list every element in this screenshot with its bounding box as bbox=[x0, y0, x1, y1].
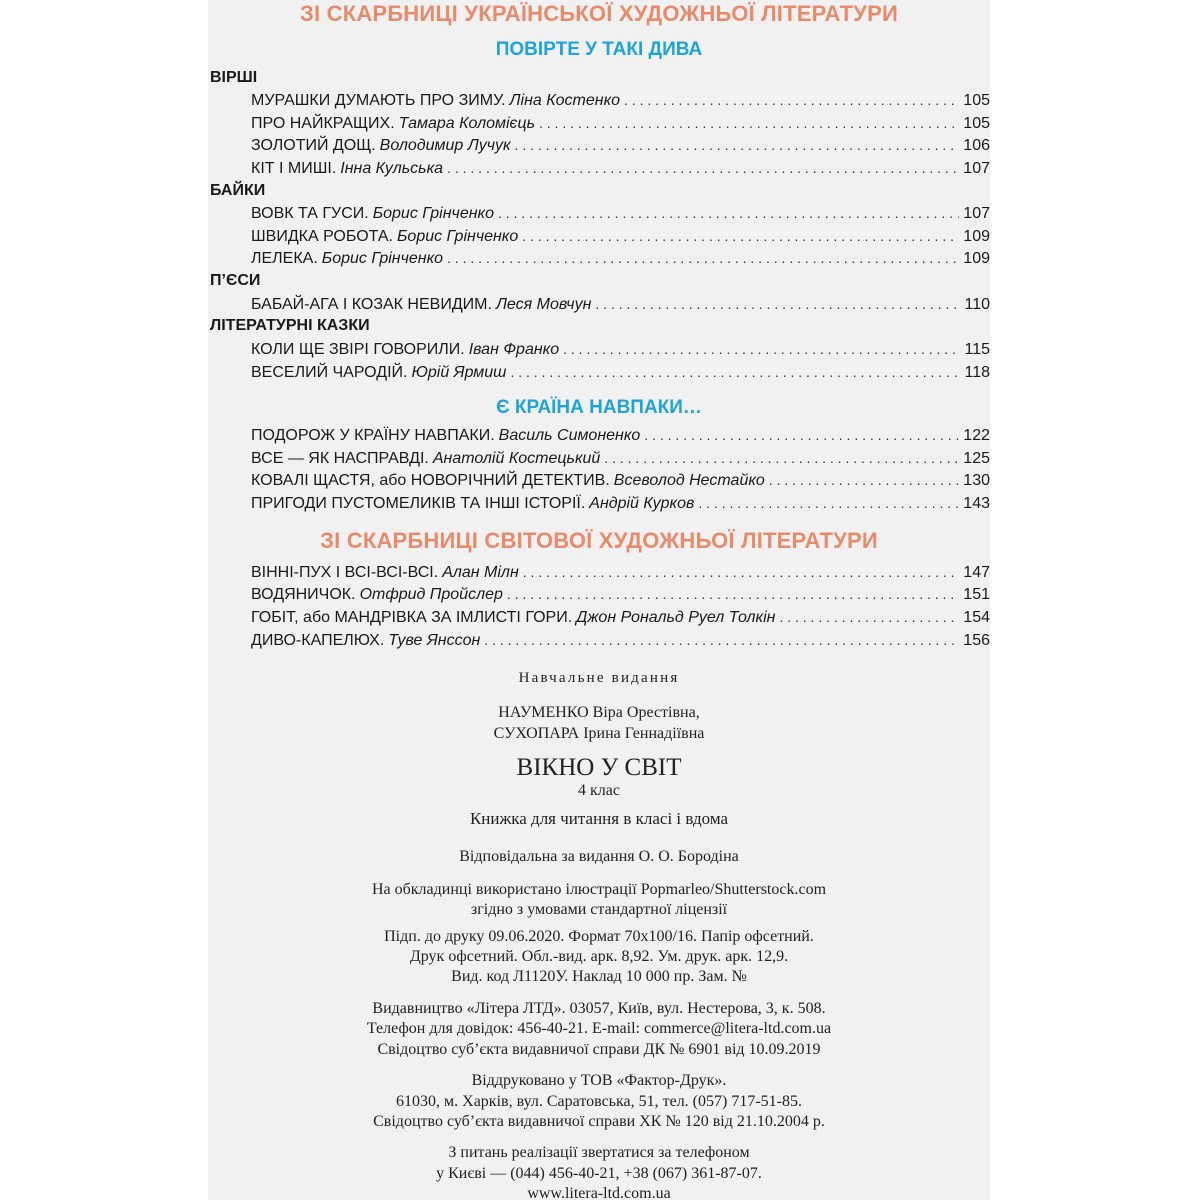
publisher-info-2: Телефон для довідок: 456-40-21. E-mail: commerce@litera-ltd.com.ua bbox=[366, 1020, 832, 1037]
toc-entry[interactable] bbox=[251, 247, 990, 269]
toc-entry[interactable] bbox=[251, 112, 990, 134]
toc-entry[interactable] bbox=[251, 447, 990, 469]
toc-author: Туве Янссон bbox=[388, 632, 481, 649]
toc-page: 122 bbox=[963, 427, 990, 444]
cover-credit-1: На обкладинці використано ілюстрації Popmarleo/Shutterstock.com bbox=[371, 881, 827, 898]
toc-page: 110 bbox=[964, 296, 990, 313]
toc-author: Отфрид Пройслер bbox=[359, 586, 503, 603]
website[interactable]: www.litera-ltd.com.ua bbox=[527, 1185, 671, 1200]
toc-entry[interactable] bbox=[251, 202, 990, 224]
toc-page: 151 bbox=[963, 586, 990, 603]
toc-page: 156 bbox=[963, 632, 990, 649]
toc-title: КОЛИ ЩЕ ЗВІРІ ГОВОРИЛИ. bbox=[251, 341, 465, 358]
toc-title: ДИВО-КАПЕЛЮХ. bbox=[251, 632, 385, 649]
toc-page: 143 bbox=[963, 495, 990, 512]
toc-title: ЗОЛОТИЙ ДОЩ. bbox=[251, 137, 376, 154]
toc-title: ВОВК ТА ГУСИ. bbox=[251, 205, 369, 222]
toc-author: Інна Кульська bbox=[340, 160, 444, 177]
print-info-2: Друк офсетний. Обл.-вид. арк. 8,92. Ум. друк. арк. 12,9. bbox=[409, 948, 789, 965]
printer-info-3: Свідоцтво суб’єкта видавничої справи ХК № 120 від 21.10.2004 р. bbox=[373, 1113, 825, 1130]
book-page bbox=[208, 0, 990, 1200]
toc-leader bbox=[769, 469, 960, 491]
toc-leader bbox=[447, 247, 959, 269]
toc-entry[interactable] bbox=[251, 492, 990, 514]
toc-title: КОВАЛІ ЩАСТЯ, або НОВОРІЧНИЙ ДЕТЕКТИВ. bbox=[251, 472, 610, 489]
toc-author: Василь Симоненко bbox=[498, 427, 641, 444]
toc-title: ВСЕ — ЯК НАСПРАВДІ. bbox=[251, 450, 429, 467]
toc-title: ВЕСЕЛИЙ ЧАРОДІЙ. bbox=[251, 364, 408, 381]
toc-author: Борис Грінченко bbox=[397, 228, 519, 245]
toc-title: КІТ І МИШІ. bbox=[251, 160, 337, 177]
toc-entry[interactable] bbox=[251, 424, 990, 446]
section-title-ukrainian: ЗІ СКАРБНИЦІ УКРАЇНСЬКОЇ ХУДОЖНЬОЇ ЛІТЕРАТУРИ bbox=[300, 1, 898, 26]
toc-title: МУРАШКИ ДУМАЮТЬ ПРО ЗИМУ. bbox=[251, 92, 506, 109]
print-info-1: Підп. до друку 09.06.2020. Формат 70х100/16. Папір офсетний. bbox=[384, 928, 814, 945]
toc-author: Всеволод Нестайко bbox=[613, 472, 765, 489]
toc-leader bbox=[484, 629, 959, 651]
publisher-info-1: Видавництво «Літера ЛТД». 03057, Київ, вул. Нестерова, 3, к. 508. bbox=[372, 1000, 826, 1017]
toc-author: Ліна Костенко bbox=[509, 92, 621, 109]
toc-entry[interactable] bbox=[251, 293, 990, 315]
toc-title: ШВИДКА РОБОТА. bbox=[251, 228, 393, 245]
toc-page: 115 bbox=[964, 341, 990, 358]
toc-title: БАБАЙ-АГА І КОЗАК НЕВИДИМ. bbox=[251, 296, 492, 313]
toc-author: Джон Рональд Руел Толкін bbox=[576, 609, 776, 626]
printer-info-2: 61030, м. Харків, вул. Саратовська, 51, тел. (057) 717-51-85. bbox=[396, 1093, 802, 1110]
responsible-editor: Відповідальна за видання О. О. Бородіна bbox=[459, 848, 739, 865]
toc-leader bbox=[507, 583, 959, 605]
toc-page: 125 bbox=[963, 450, 990, 467]
toc-page: 130 bbox=[963, 472, 990, 489]
toc-leader bbox=[698, 492, 959, 514]
toc-author: Борис Грінченко bbox=[372, 205, 494, 222]
toc-page: 118 bbox=[964, 364, 990, 381]
toc-title: ВІННІ-ПУХ І ВСІ-ВСІ-ВСІ. bbox=[251, 564, 439, 581]
sales-info-2: у Києві — (044) 456-40-21, +38 (067) 361-87-07. bbox=[436, 1165, 762, 1182]
toc-page: 154 bbox=[963, 609, 990, 626]
toc-title: ГОБІТ, або МАНДРІВКА ЗА ІМЛИСТІ ГОРИ. bbox=[251, 609, 573, 626]
toc-leader bbox=[644, 424, 959, 446]
toc-author: Алан Мілн bbox=[442, 564, 519, 581]
print-info-3: Вид. код Л1120У. Наклад 10 000 пр. Зам. № bbox=[451, 968, 747, 985]
toc-page: 105 bbox=[963, 92, 990, 109]
sales-info-1: З питань реалізації звертатися за телефоном bbox=[448, 1144, 750, 1161]
toc-leader bbox=[595, 293, 960, 315]
toc-entry[interactable] bbox=[251, 89, 990, 111]
toc-page: 105 bbox=[963, 115, 990, 132]
toc-title: ПОДОРОЖ У КРАЇНУ НАВПАКИ. bbox=[251, 427, 495, 444]
toc-entry[interactable] bbox=[251, 338, 990, 360]
subsection-title-believe: ПОВІРТЕ У ТАКІ ДИВА bbox=[495, 39, 703, 60]
toc-page: 109 bbox=[963, 228, 990, 245]
toc-author: Леся Мовчун bbox=[495, 296, 592, 313]
toc-entry[interactable] bbox=[251, 157, 990, 179]
toc-entry[interactable] bbox=[251, 469, 990, 491]
toc-leader bbox=[447, 157, 959, 179]
toc-leader bbox=[515, 134, 960, 156]
category-fables: БАЙКИ bbox=[210, 182, 266, 199]
toc-title: ВОДЯНИЧОК. bbox=[251, 586, 356, 603]
category-literary-tales: ЛІТЕРАТУРНІ КАЗКИ bbox=[210, 317, 370, 334]
cover-credit-2: згідно з умовами стандартної ліцензії bbox=[470, 901, 728, 918]
toc-page: 106 bbox=[963, 137, 990, 154]
book-title: ВІКНО У СВІТ bbox=[516, 754, 682, 781]
publisher-info-3: Свідоцтво суб’єкта видавничої справи ДК № 6901 від 10.09.2019 bbox=[377, 1041, 821, 1058]
category-plays: П’ЄСИ bbox=[210, 272, 261, 289]
author-2: СУХОПАРА Ірина Геннадіївна bbox=[493, 725, 705, 742]
toc-page: 147 bbox=[963, 564, 990, 581]
author-1: НАУМЕНКО Віра Орестівна, bbox=[498, 704, 700, 721]
toc-leader bbox=[779, 606, 959, 628]
edition-type: Навчальне видання bbox=[518, 670, 680, 686]
toc-author: Юрій Ярмиш bbox=[411, 364, 507, 381]
toc-author: Андрій Курков bbox=[589, 495, 695, 512]
grade: 4 клас bbox=[578, 782, 620, 799]
toc-author: Борис Грінченко bbox=[321, 250, 444, 267]
section-title-world: ЗІ СКАРБНИЦІ СВІТОВОЇ ХУДОЖНЬОЇ ЛІТЕРАТУРИ bbox=[320, 528, 878, 553]
toc-title: ПРО НАЙКРАЩИХ. bbox=[251, 115, 395, 132]
toc-entry[interactable] bbox=[251, 606, 990, 628]
printer-info-1: Віддруковано у ТОВ «Фактор-Друк». bbox=[471, 1072, 727, 1089]
book-subtitle: Книжка для читання в класі і вдома bbox=[469, 809, 729, 828]
toc-page: 107 bbox=[963, 160, 990, 177]
toc-author: Тамара Коломієць bbox=[398, 115, 535, 132]
toc-leader bbox=[498, 202, 959, 224]
toc-author: Іван Франко bbox=[468, 341, 560, 358]
toc-title: ЛЕЛЕКА. bbox=[251, 250, 318, 267]
toc-entry[interactable] bbox=[251, 629, 990, 651]
toc-leader bbox=[604, 447, 959, 469]
toc-author: Анатолій Костецький bbox=[432, 450, 601, 467]
toc-entry[interactable] bbox=[251, 583, 990, 605]
toc-leader bbox=[523, 561, 960, 583]
toc-page: 109 bbox=[963, 250, 990, 267]
category-poems: ВІРШІ bbox=[210, 69, 258, 86]
toc-entry[interactable] bbox=[251, 134, 990, 156]
toc-leader bbox=[624, 89, 959, 111]
toc-entry[interactable] bbox=[251, 225, 990, 247]
toc-leader bbox=[563, 338, 960, 360]
toc-page: 107 bbox=[963, 205, 990, 222]
toc-entry[interactable] bbox=[251, 361, 990, 383]
toc-author: Володимир Лучук bbox=[379, 137, 511, 154]
toc-leader bbox=[510, 361, 960, 383]
toc-leader bbox=[522, 225, 959, 247]
toc-leader bbox=[539, 112, 959, 134]
toc-entry[interactable] bbox=[251, 561, 990, 583]
toc-title: ПРИГОДИ ПУСТОМЕЛИКІВ ТА ІНШІ ІСТОРІЇ. bbox=[251, 495, 586, 512]
subsection-title-upside-down: Є КРАЇНА НАВПАКИ… bbox=[496, 397, 702, 418]
